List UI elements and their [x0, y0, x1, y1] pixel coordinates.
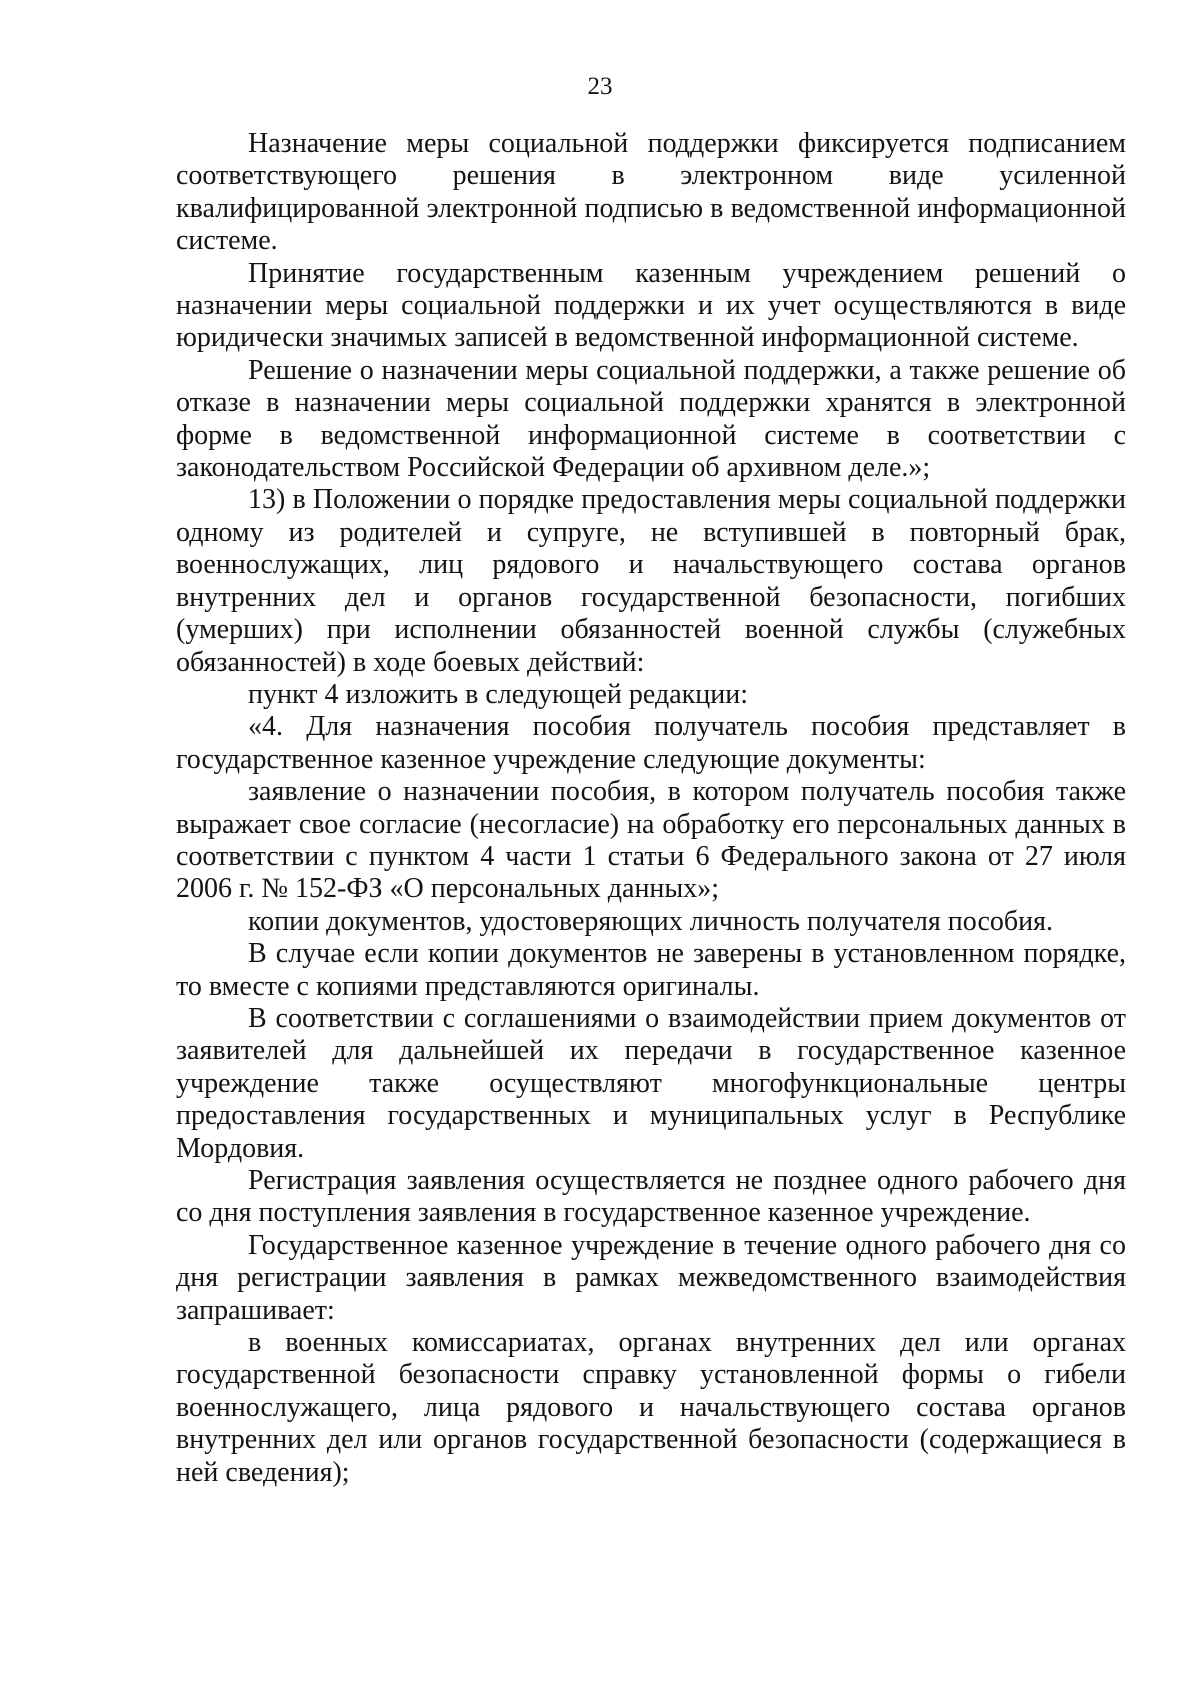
paragraph-id-copies: копии документов, удостоверяющих личность получателя пособия.	[248, 905, 1053, 937]
paragraph-signing: Назначение меры социальной поддержки фиксируется подписанием соответствующего решения в электронном виде усиленной квалифицированной электронной подписью в ведомственной информационной системе.	[176, 128, 1126, 257]
document-body	[176, 128, 1126, 1489]
paragraph-death-certificate: в военных комиссариатах, органах внутренних дел или органах государственной безопасности справку установленной формы о гибели военнослужащего, лица рядового и начальствующего состава органов внутренних дел или органов государственной безопасности (содержащиеся в ней сведения);	[176, 1327, 1126, 1488]
paragraph-item-13: 13) в Положении о порядке предоставления меры социальной поддержки одному из родителей и супруге, не вступившей в повторный брак, военнослужащих, лиц рядового и начальствующего состава органов внутренних дел и органов государственной безопасности, погибших (умерших) при исполнении обязанностей военной службы (служебных обязанностей) в ходе боевых действий:	[176, 484, 1126, 678]
paragraph-application: заявление о назначении пособия, в котором получатель пособия также выражает свое согласие (несогласие) на обработку его персональных данных в соответствии с пунктом 4 части 1 статьи 6 Федерального закона от 27 июля 2006 г. № 152-ФЗ «О персональных данных»;	[176, 776, 1126, 905]
paragraph-interagency-request: Государственное казенное учреждение в течение одного рабочего дня со дня регистрации заявления в рамках межведомственного взаимодействия запрашивает:	[176, 1229, 1126, 1326]
paragraph-point-4-intro: пункт 4 изложить в следующей редакции:	[248, 678, 748, 710]
paragraph-registration: Регистрация заявления осуществляется не позднее одного рабочего дня со дня поступления заявления в государственное казенное учреждение.	[176, 1165, 1126, 1229]
page-number: 23	[587, 73, 613, 100]
paragraph-originals: В случае если копии документов не заверены в установленном порядке, то вместе с копиями представляются оригиналы.	[176, 938, 1126, 1002]
paragraph-point-4: «4. Для назначения пособия получатель пособия представляет в государственное казенное учреждение следующие документы:	[176, 711, 1126, 775]
paragraph-storage: Решение о назначении меры социальной поддержки, а также решение об отказе в назначении меры социальной поддержки хранятся в электронной форме в ведомственной информационной системе в соответствии с законодательством Российской Федерации об архивном деле.»;	[176, 354, 1126, 484]
paragraph-decision-records: Принятие государственным казенным учреждением решений о назначении меры социальной поддержки и их учет осуществляются в виде юридически значимых записей в ведомственной информационной системе.	[176, 257, 1126, 354]
paragraph-mfc: В соответствии с соглашениями о взаимодействии прием документов от заявителей для дальнейшей их передачи в государственное казенное учреждение также осуществляют многофункциональные центры предоставления государственных и муниципальных услуг в Республике Мордовия.	[176, 1002, 1126, 1164]
